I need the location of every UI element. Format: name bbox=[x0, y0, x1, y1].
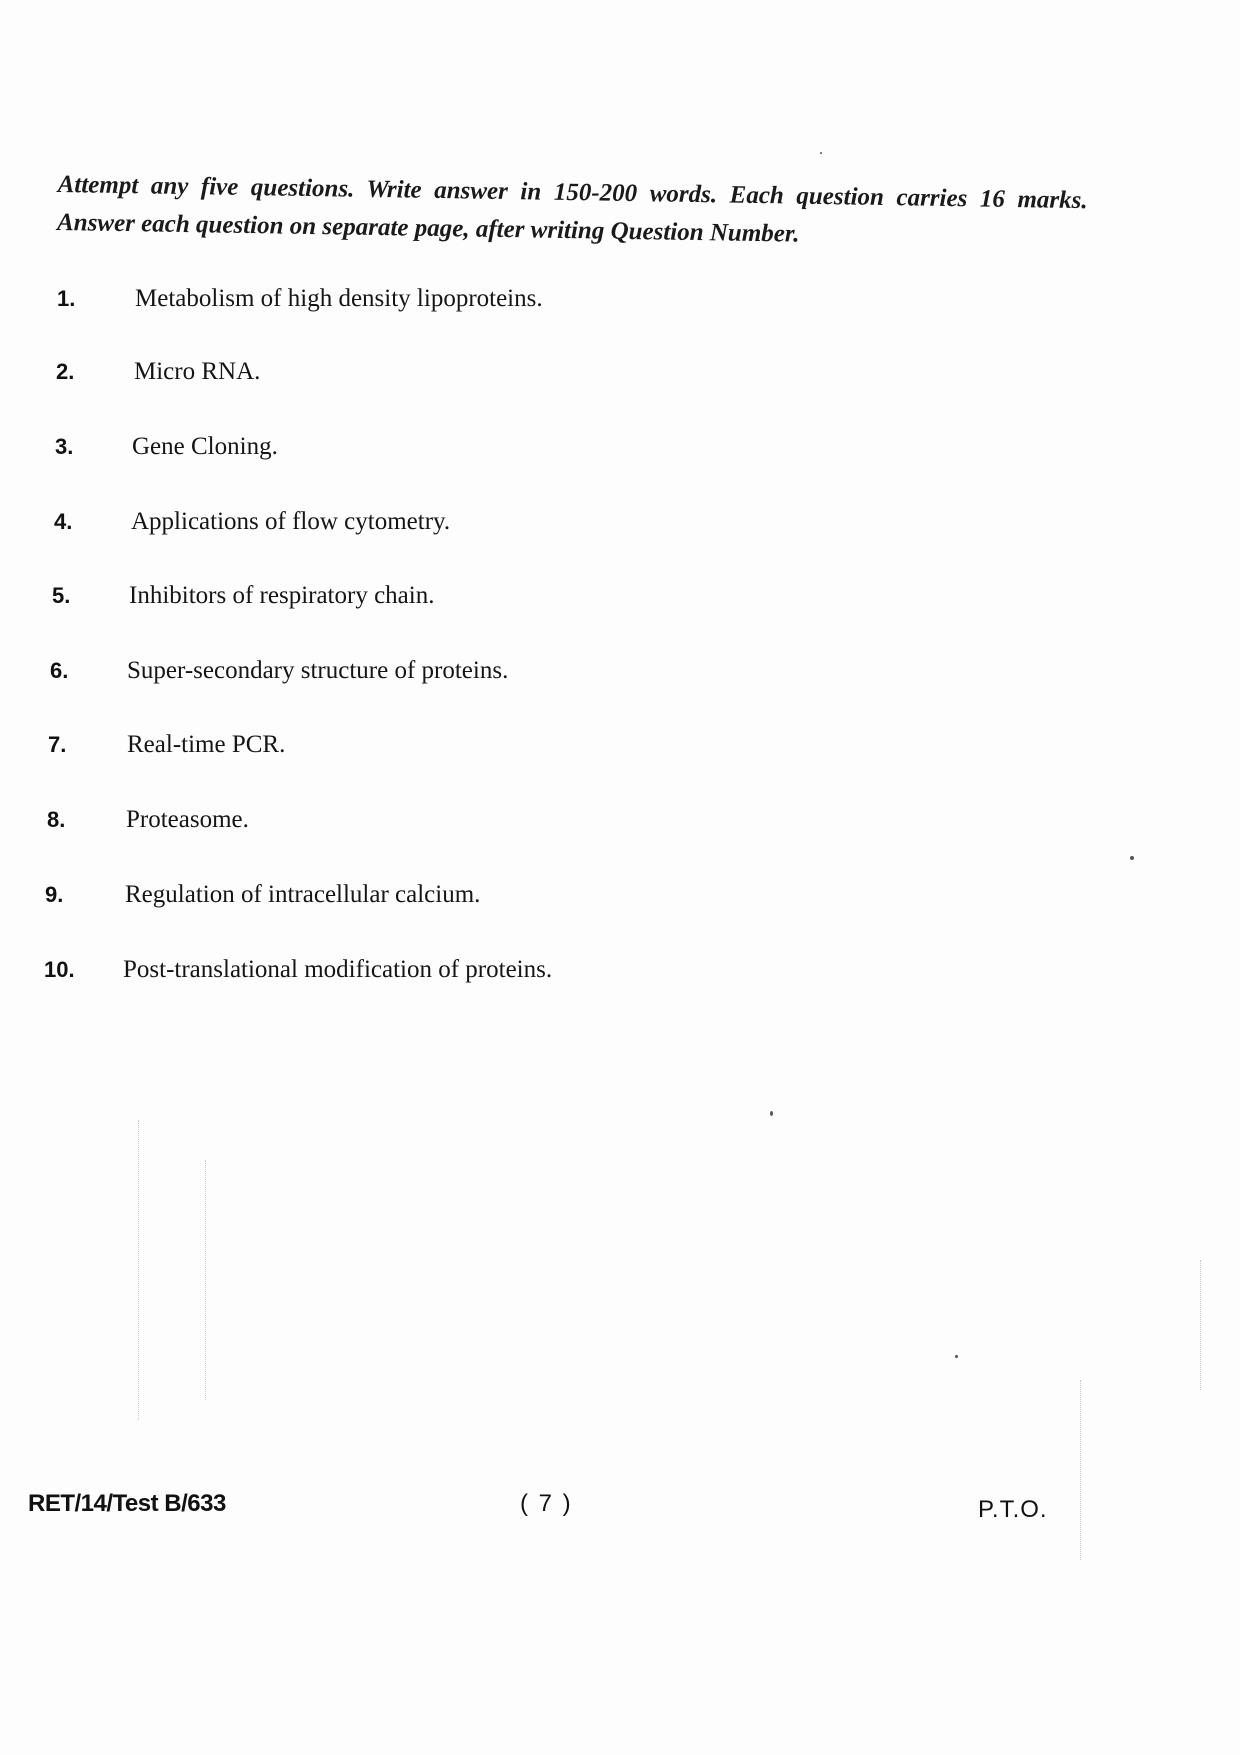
question-item bbox=[57, 279, 957, 319]
scan-speck bbox=[1130, 856, 1134, 860]
question-text: Applications of flow cytometry. bbox=[131, 508, 451, 535]
question-text: Gene Cloning. bbox=[132, 433, 278, 460]
question-number: 2. bbox=[56, 359, 75, 384]
paper-code: RET/14/Test B/633 bbox=[28, 1490, 226, 1517]
exam-instructions: Attempt any five questions. Write answer in 150-200 words. Each question carries 16 marks. Answer each question on separate page, after writing Question Number. bbox=[56, 170, 1088, 248]
question-item bbox=[52, 576, 952, 616]
question-text: Metabolism of high density lipoproteins. bbox=[135, 285, 543, 312]
question-item bbox=[47, 800, 947, 840]
question-item bbox=[54, 502, 954, 542]
question-item bbox=[56, 352, 956, 392]
question-text: Inhibitors of respiratory chain. bbox=[129, 582, 435, 609]
scan-artifact-line bbox=[1080, 1380, 1082, 1560]
scan-artifact-line bbox=[138, 1120, 140, 1420]
please-turn-over: P.T.O. bbox=[978, 1496, 1048, 1523]
scan-artifact-line bbox=[205, 1160, 207, 1400]
question-number: 3. bbox=[55, 434, 74, 459]
question-number: 5. bbox=[52, 583, 71, 608]
page-number: ( 7 ) bbox=[520, 1490, 573, 1517]
scan-speck bbox=[770, 1111, 773, 1116]
question-item bbox=[45, 875, 945, 915]
scan-speck bbox=[820, 152, 822, 154]
question-number: 8. bbox=[47, 807, 66, 832]
question-number: 7. bbox=[48, 732, 67, 757]
question-item bbox=[55, 427, 955, 467]
question-text: Proteasome. bbox=[126, 806, 249, 833]
question-text: Super-secondary structure of proteins. bbox=[127, 657, 509, 684]
question-number: 10. bbox=[44, 957, 75, 982]
question-number: 9. bbox=[45, 882, 64, 907]
question-text: Real-time PCR. bbox=[127, 731, 286, 758]
question-item bbox=[48, 725, 948, 765]
question-text: Regulation of intracellular calcium. bbox=[125, 881, 481, 908]
question-number: 6. bbox=[50, 658, 69, 683]
scan-artifact-line bbox=[1200, 1260, 1202, 1390]
question-text: Post-translational modification of proteins. bbox=[123, 956, 553, 983]
question-item bbox=[44, 950, 944, 990]
question-text: Micro RNA. bbox=[134, 358, 261, 385]
question-item bbox=[50, 651, 950, 691]
scan-speck bbox=[955, 1355, 958, 1358]
question-number: 1. bbox=[57, 286, 76, 311]
question-number: 4. bbox=[54, 509, 73, 534]
